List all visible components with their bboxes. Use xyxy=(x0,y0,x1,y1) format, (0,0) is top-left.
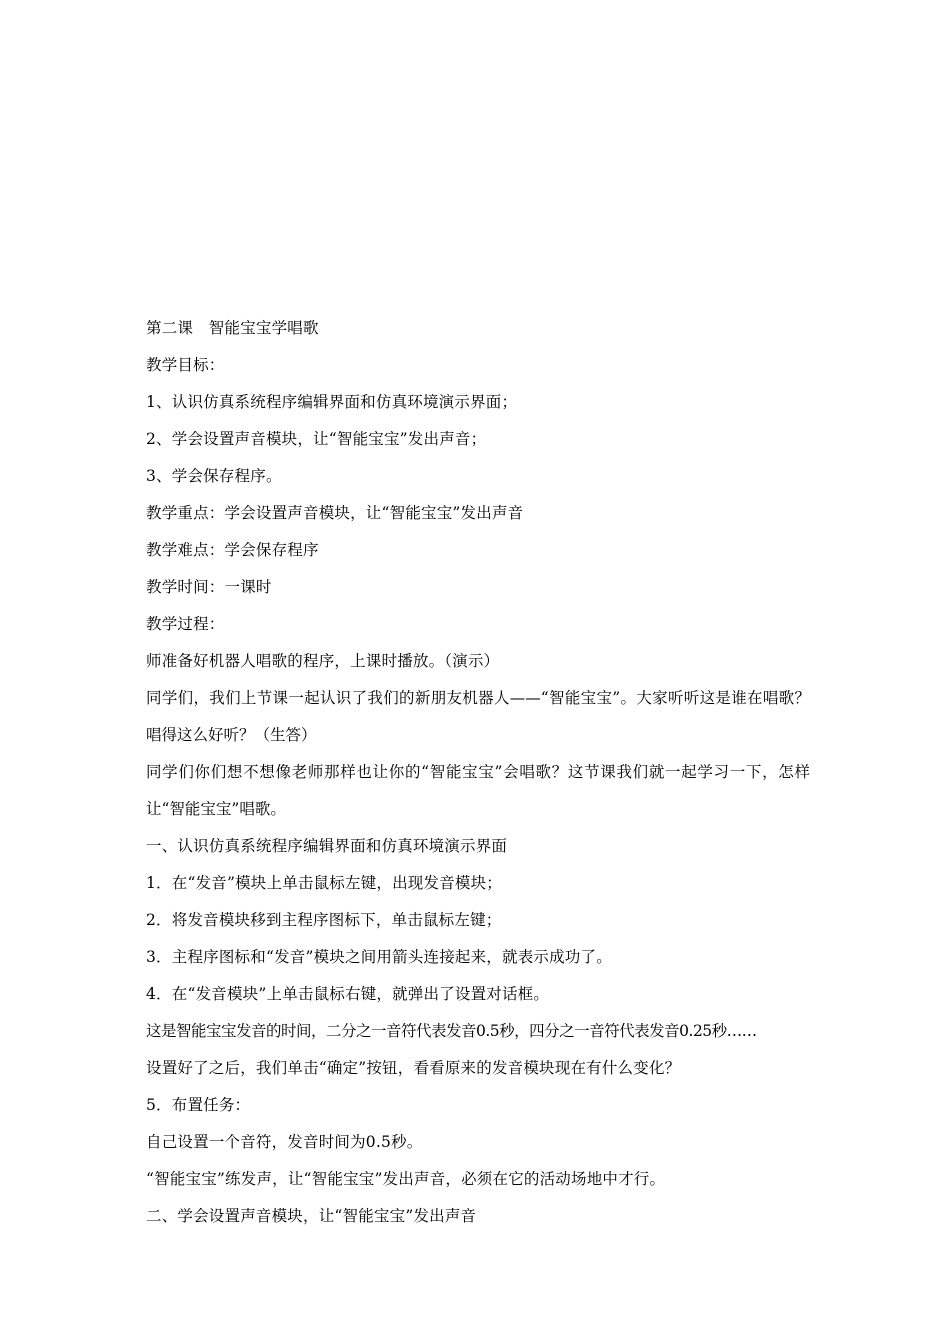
paragraph: 教学难点：学会保存程序 xyxy=(146,541,319,559)
paragraph: 这是智能宝宝发音的时间，二分之一音符代表发音0.5秒，四分之一音符代表发音0.25秒…… xyxy=(146,1022,757,1040)
list-item: 1．在“发音”模块上单击鼠标左键，出现发音模块； xyxy=(146,874,503,892)
paragraph: 同学们，我们上节课一起认识了我们的新朋友机器人——“智能宝宝”。大家听听这是谁在唱歌？唱得这么好听？（生答） xyxy=(146,689,810,744)
paragraph: 3、学会保存程序。 xyxy=(146,467,282,485)
paragraph: 2、学会设置声音模块，让“智能宝宝”发出声音； xyxy=(146,430,487,448)
section-heading: 一、认识仿真系统程序编辑界面和仿真环境演示界面 xyxy=(146,837,508,855)
lesson-title: 第二课 智能宝宝学唱歌 xyxy=(146,319,319,337)
section-heading: 二、学会设置声音模块，让“智能宝宝”发出声音 xyxy=(146,1207,477,1225)
paragraph: 教学重点：学会设置声音模块，让“智能宝宝”发出声音 xyxy=(146,504,524,522)
list-item: 2．将发音模块移到主程序图标下，单击鼠标左键； xyxy=(146,911,502,929)
paragraph: 同学们你们想不想像老师那样也让你的“智能宝宝”会唱歌？这节课我们就一起学习一下，怎样让“智能宝宝”唱歌。 xyxy=(146,763,810,818)
paragraph: 设置好了之后，我们单击“确定”按钮，看看原来的发音模块现在有什么变化？ xyxy=(146,1059,681,1077)
paragraph: 师准备好机器人唱歌的程序，上课时播放。（演示） xyxy=(146,652,500,670)
paragraph: 1、认识仿真系统程序编辑界面和仿真环境演示界面； xyxy=(146,393,518,411)
paragraph: 教学目标： xyxy=(146,356,225,374)
paragraph: 教学过程： xyxy=(146,615,225,633)
list-item: 5．布置任务： xyxy=(146,1096,251,1114)
paragraph: 教学时间：一课时 xyxy=(146,578,272,596)
paragraph: 自己设置一个音符，发音时间为0.5秒。 xyxy=(146,1133,423,1151)
paragraph: “智能宝宝”练发声，让“智能宝宝”发出声音，必须在它的活动场地中才行。 xyxy=(146,1170,666,1188)
document-body xyxy=(146,310,810,1235)
list-item: 3．主程序图标和“发音”模块之间用箭头连接起来，就表示成功了。 xyxy=(146,948,612,966)
list-item: 4．在“发音模块”上单击鼠标右键，就弹出了设置对话框。 xyxy=(146,985,550,1003)
